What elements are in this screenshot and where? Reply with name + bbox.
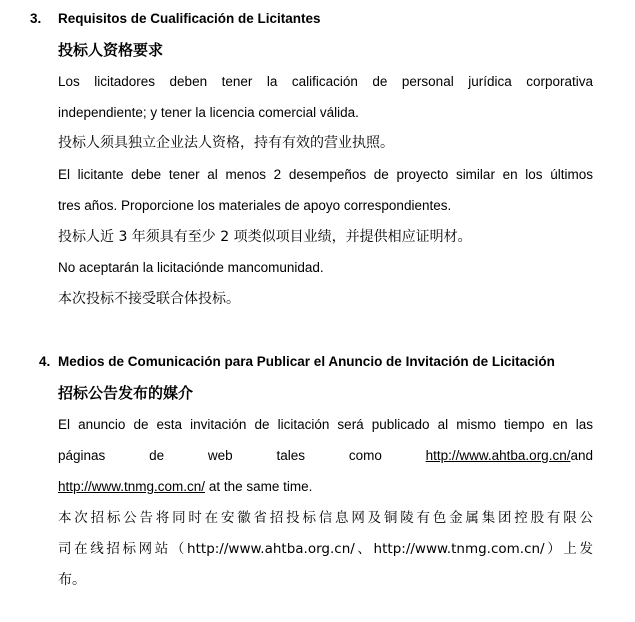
section-4-number: 4.: [39, 354, 51, 369]
section-3-paragraph-2-zh: 投标人近 3 年须具有至少 2 项类似项目业绩，并提供相应证明材。: [58, 229, 472, 245]
section-4-zh-line-3: 布。: [58, 572, 86, 588]
section-4-paragraph-1-line-3: [58, 478, 312, 496]
section-3-title-zh: 投标人资格要求: [58, 41, 164, 59]
word-como: como: [348, 448, 382, 463]
section-3-paragraph-1-line-2: independiente; y tener la licencia comercial válida.: [58, 105, 359, 120]
section-4-zh-line-1: 本次招标公告将同时在安徽省招投标信息网及铜陵有色金属集团控股有限公: [58, 510, 593, 526]
section-3-paragraph-3: No aceptarán la licitaciónde mancomunidad.: [58, 260, 324, 275]
section-3-paragraph-3-zh: 本次投标不接受联合体投标。: [58, 291, 240, 307]
word-de: de: [149, 448, 165, 463]
section-3-number: 3.: [30, 11, 42, 26]
link-1-group: [426, 447, 593, 465]
line-3-suffix: at the same time.: [205, 479, 313, 494]
section-4-title-zh: 招标公告发布的媒介: [58, 384, 194, 402]
section-4-paragraph-1-line-2: [58, 447, 593, 465]
word-paginas: páginas: [58, 448, 106, 463]
section-3-title: Requisitos de Cualificación de Licitantes: [58, 11, 321, 26]
section-4-paragraph-1-line-1: El anuncio de esta invitación de licitación será publicado al mismo tiempo en las: [58, 417, 593, 432]
word-tales: tales: [276, 448, 306, 463]
section-3-paragraph-1-zh: 投标人须具独立企业法人资格，持有有效的营业执照。: [58, 135, 394, 151]
section-4-title: Medios de Comunicación para Publicar el Anuncio de Invitación de Licitación: [58, 354, 555, 369]
link-tnmg[interactable]: http://www.tnmg.com.cn/: [58, 479, 206, 494]
section-3-paragraph-1-line-1: Los licitadores deben tener la calificación de personal jurídica corporativa: [58, 74, 593, 89]
word-web: web: [207, 448, 233, 463]
section-3-paragraph-2-line-1: El licitante debe tener al menos 2 desempeños de proyecto similar en los últimos: [58, 167, 593, 182]
section-4-zh-line-2: 司在线招标网站（http://www.ahtba.org.cn/、http://www.tnmg.com.cn/）上发: [58, 541, 593, 557]
link-ahtba[interactable]: http://www.ahtba.org.cn/: [425, 448, 571, 463]
link-1-suffix: and: [570, 448, 593, 463]
section-3-paragraph-2-line-2: tres años. Proporcione los materiales de apoyo correspondientes.: [58, 198, 452, 213]
